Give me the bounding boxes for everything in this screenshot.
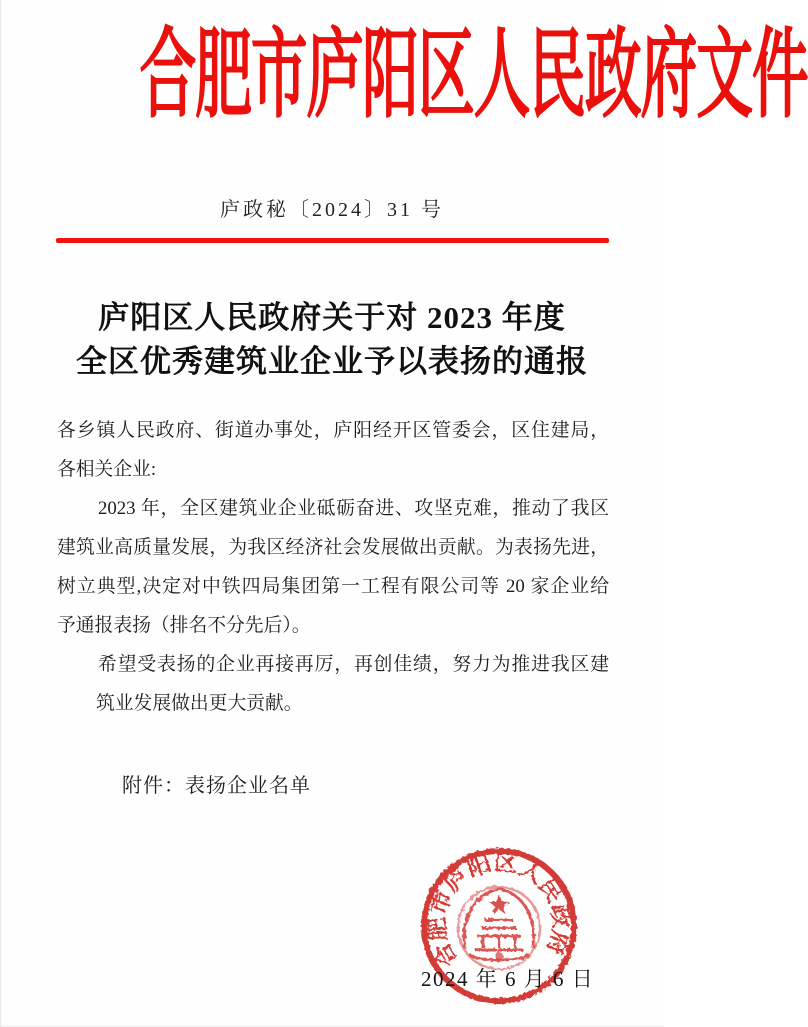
body-line-salutation-1: 各乡镇人民政府、街道办事处，庐阳经开区管委会，区住建局， — [57, 420, 609, 441]
body-line-para1-4: 予通报表扬（排名不分先后）。 — [57, 615, 311, 636]
attachment-note: 附件：表扬企业名单 — [122, 775, 311, 797]
document-number: 庐政秘〔2024〕31 号 — [220, 199, 444, 221]
body-line-para1-2: 建筑业高质量发展，为我区经济社会发展做出贡献。为表扬先进， — [57, 537, 609, 558]
document-title-line-2: 全区优秀建筑业企业予以表扬的通报 — [76, 344, 588, 379]
body-line-para2-2: 筑业发展做出更大贡献。 — [96, 693, 303, 714]
body-line-salutation-2: 各相关企业: — [57, 459, 157, 480]
body-line-para2-1: 希望受表扬的企业再接再厉，再创佳绩，努力为推进我区建 — [98, 654, 609, 675]
scan-edge-left — [0, 0, 2, 1027]
document-title-line-1: 庐阳区人民政府关于对 2023 年度 — [98, 300, 566, 335]
red-masthead-title: 合肥市庐阳区人民政府文件 — [139, 22, 808, 130]
document-body — [57, 411, 609, 723]
emblem-star-icon — [489, 894, 510, 914]
document-date: 2024 年 6 月 6 日 — [421, 967, 595, 991]
body-line-para1-1: 2023 年，全区建筑业企业砥砺奋进、攻坚克难，推动了我区 — [98, 498, 609, 519]
body-line-para1-3: 树立典型,决定对中铁四局集团第一工程有限公司等 20 家企业给 — [57, 576, 609, 597]
seal-ring-text: 合肥市庐阳区人民政府 — [424, 849, 574, 972]
document-title — [0, 296, 664, 384]
red-divider-line — [56, 238, 609, 243]
